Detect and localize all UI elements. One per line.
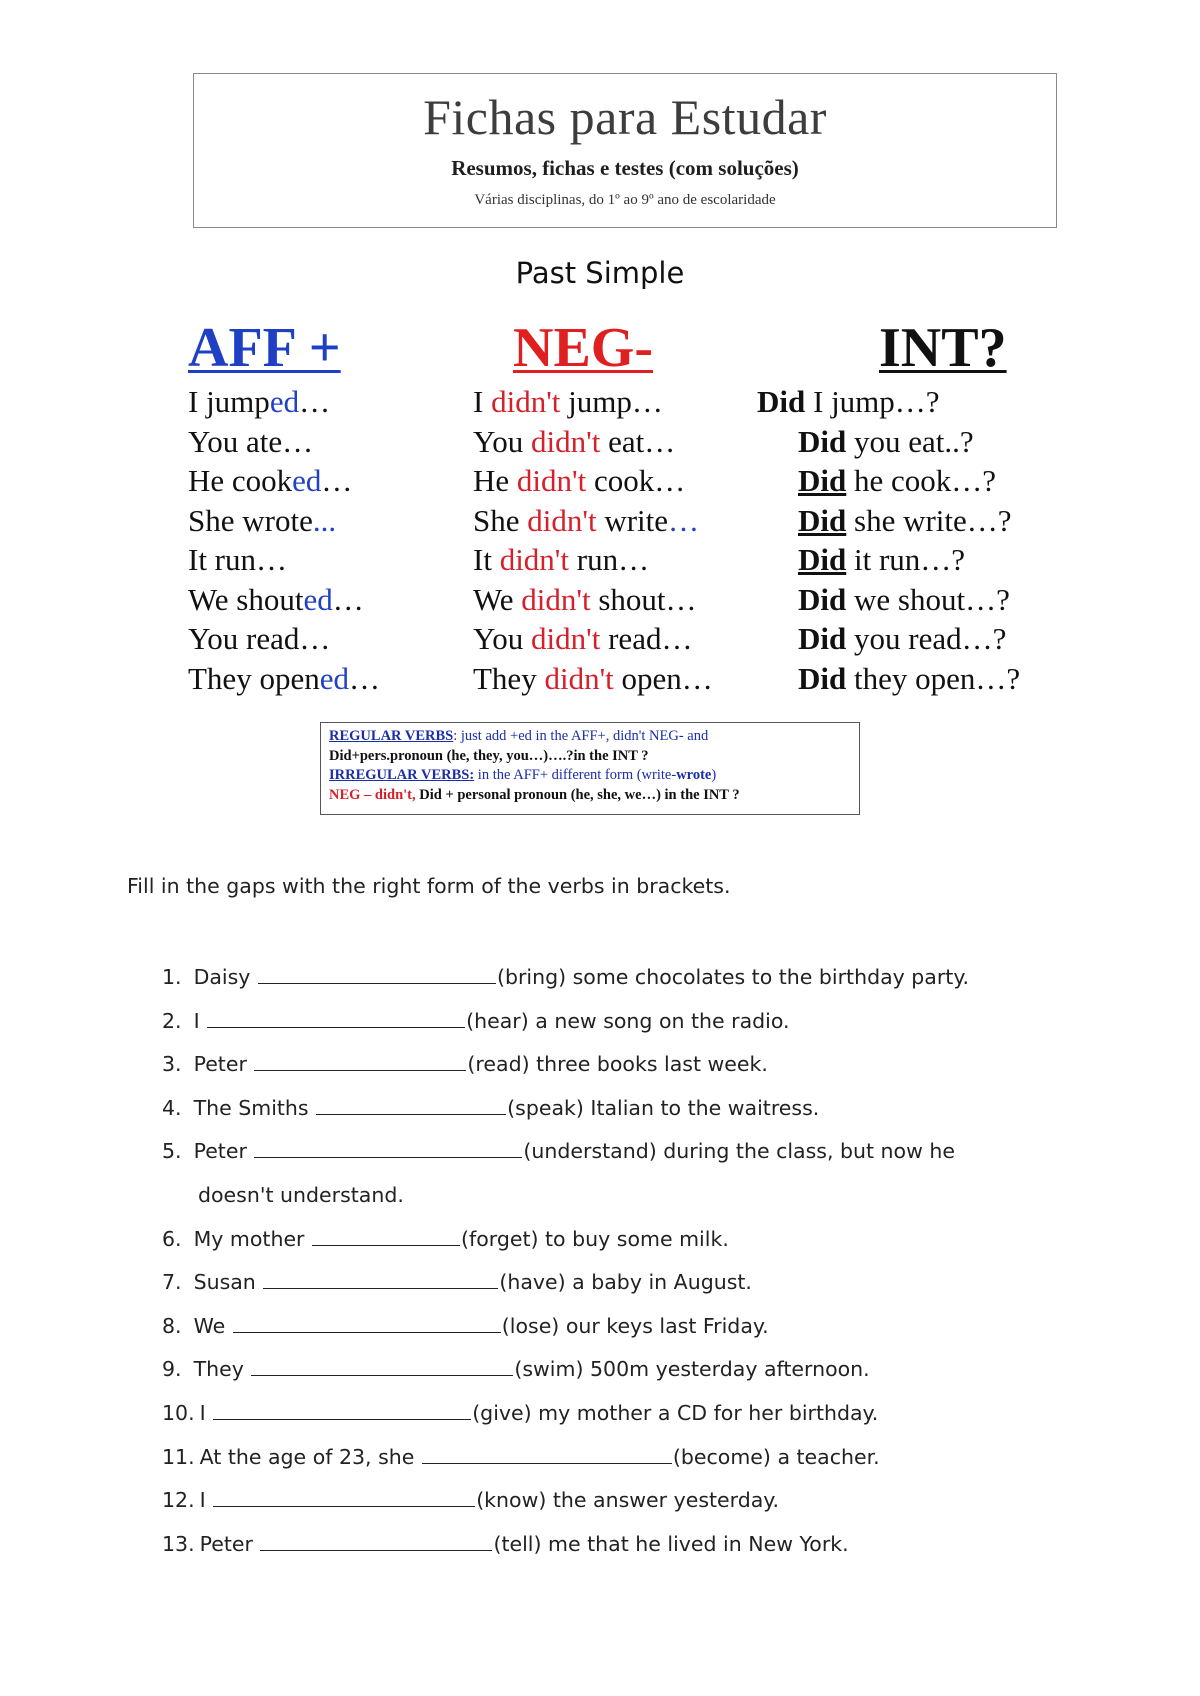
- aff-line: [188, 501, 448, 541]
- exercise-prefix: I: [193, 1008, 200, 1033]
- exercise-prefix: Daisy: [193, 965, 251, 989]
- neg-didnt: didn't: [527, 502, 597, 538]
- exercise-item: [162, 1305, 1122, 1349]
- exercise-instruction: Fill in the gaps with the right form of the verbs in brackets.: [127, 874, 731, 898]
- exercise-item: [162, 1000, 1122, 1044]
- int-line: [757, 580, 1087, 620]
- exercise-number: 7.: [162, 1270, 182, 1295]
- exercise-prefix: Peter: [193, 1052, 247, 1077]
- answer-blank[interactable]: [213, 1488, 475, 1507]
- irregular-verbs-label: IRREGULAR VERBS:: [329, 767, 475, 783]
- irregular-wrote: wrote: [676, 767, 712, 783]
- answer-blank[interactable]: [316, 1096, 506, 1115]
- neg-didnt: didn't: [544, 660, 614, 696]
- int-line: [757, 422, 1087, 462]
- answer-blank[interactable]: [207, 1009, 465, 1028]
- exercise-number: 12.: [162, 1488, 195, 1513]
- neg-didnt: didn't: [499, 542, 569, 577]
- aff-base: She wrote: [188, 502, 313, 538]
- exercise-item: [162, 1043, 1122, 1087]
- neg-rest: eat…: [600, 423, 676, 459]
- int-line: [757, 501, 1087, 541]
- aff-tail: …: [299, 384, 331, 419]
- neg-didnt: didn't: [531, 423, 601, 459]
- aff-base: They open: [188, 660, 320, 696]
- exercise-prefix: At the age of 23, she: [199, 1444, 415, 1469]
- aff-line: [188, 382, 448, 422]
- aff-line: [188, 580, 448, 620]
- int-line: [757, 540, 1087, 580]
- aff-lines: [188, 382, 448, 698]
- exercise-item: [162, 1218, 1122, 1262]
- neg-line: [473, 619, 763, 659]
- exercise-prefix: The Smiths: [193, 1095, 309, 1120]
- neg-rest: jump…: [560, 384, 663, 419]
- neg-column: [473, 316, 763, 698]
- exercise-item: [162, 956, 1122, 1000]
- neg-rest: write: [596, 502, 669, 538]
- answer-blank[interactable]: [422, 1445, 672, 1464]
- int-rest: she write…?: [846, 502, 1012, 538]
- aff-line: [188, 619, 448, 659]
- exercise-continuation: doesn't understand.: [198, 1182, 404, 1207]
- exercise-prefix: My mother: [193, 1226, 305, 1251]
- int-rest: you eat..?: [846, 423, 974, 459]
- exercise-suffix: (lose) our keys last Friday.: [501, 1313, 769, 1338]
- regular-verbs-text: : just add +ed in the AFF+, didn't NEG- and: [453, 728, 709, 744]
- exercise-item: [162, 1392, 1122, 1436]
- exercise-item: [162, 1523, 1122, 1567]
- neg-subject: They: [473, 660, 545, 696]
- int-line: [757, 619, 1087, 659]
- exercise-item: [162, 1087, 1122, 1131]
- neg-rest: read…: [600, 621, 693, 656]
- exercise-suffix: (swim) 500m yesterday afternoon.: [514, 1357, 870, 1382]
- answer-blank[interactable]: [251, 1357, 513, 1376]
- neg-heading: NEG-: [513, 317, 653, 379]
- exercise-number: 11.: [162, 1444, 195, 1469]
- answer-blank[interactable]: [254, 1052, 466, 1071]
- exercise-prefix: Susan: [193, 1270, 256, 1295]
- aff-base: You read…: [188, 621, 331, 656]
- int-did: Did: [798, 463, 847, 498]
- aff-suffix: ed: [303, 581, 333, 617]
- aff-base: I jump: [188, 384, 270, 419]
- neg-line: [473, 659, 763, 699]
- exercise-suffix: (tell) me that he lived in New York.: [493, 1531, 849, 1556]
- int-line: [757, 659, 1087, 699]
- int-did: Did: [757, 384, 806, 419]
- neg-subject: She: [473, 502, 528, 538]
- aff-line: [188, 422, 448, 462]
- neg-subject: You: [473, 621, 532, 656]
- exercise-number: 13.: [162, 1531, 195, 1556]
- exercise-suffix: (forget) to buy some milk.: [461, 1226, 729, 1251]
- int-rest: he cook…?: [846, 463, 997, 498]
- neg-didnt: didn't: [491, 384, 561, 419]
- neg-rule-text: NEG – didn't,: [329, 786, 420, 803]
- exercise-prefix: They: [193, 1357, 244, 1382]
- answer-blank[interactable]: [260, 1532, 492, 1551]
- aff-heading: AFF +: [188, 317, 341, 379]
- int-heading: INT?: [879, 317, 1007, 379]
- int-did: Did: [798, 542, 847, 577]
- neg-rest: shout…: [590, 581, 697, 617]
- aff-line: [188, 540, 448, 580]
- exercise-number: 4.: [162, 1095, 182, 1120]
- neg-subject: He: [473, 463, 517, 498]
- neg-line: [473, 461, 763, 501]
- rule-regular: [329, 727, 851, 747]
- exercise-suffix: (bring) some chocolates to the birthday party.: [496, 965, 970, 989]
- int-line: [757, 461, 1087, 501]
- exercise-prefix: Peter: [193, 1139, 247, 1164]
- aff-suffix: ed: [292, 463, 322, 498]
- exercise-item: [162, 1436, 1122, 1480]
- answer-blank[interactable]: [254, 1139, 522, 1158]
- irregular-verbs-text: in the AFF+ different form (write-: [474, 767, 677, 783]
- int-rest: I jump…?: [805, 384, 940, 419]
- aff-base: He cook: [188, 463, 293, 498]
- exercise-suffix: (speak) Italian to the waitress.: [507, 1095, 820, 1120]
- neg-subject: You: [473, 423, 532, 459]
- int-line: [757, 382, 1087, 422]
- exercise-prefix: Peter: [199, 1531, 253, 1556]
- aff-base: You ate…: [188, 423, 314, 459]
- exercise-suffix: (hear) a new song on the radio.: [466, 1008, 790, 1033]
- site-title: Fichas para Estudar: [423, 89, 827, 145]
- int-column: [757, 316, 1087, 698]
- aff-base: We shout: [188, 581, 304, 617]
- aff-tail: …: [321, 463, 353, 498]
- page-title: Past Simple: [515, 256, 685, 290]
- int-did: Did: [798, 423, 847, 459]
- neg-lines: [473, 382, 763, 698]
- int-did: Did: [798, 581, 847, 617]
- exercise-item: [162, 1130, 1122, 1174]
- exercise-suffix: (understand) during the class, but now he: [523, 1139, 955, 1164]
- exercise-number: 6.: [162, 1226, 182, 1251]
- exercise-prefix: I: [199, 1488, 206, 1513]
- rule-neg: [329, 786, 851, 806]
- aff-line: [188, 461, 448, 501]
- exercise-suffix: (read) three books last week.: [467, 1052, 768, 1077]
- neg-line: [473, 501, 763, 541]
- aff-suffix: ...: [312, 502, 337, 538]
- irregular-close: ): [711, 767, 717, 783]
- neg-rule-did: Did: [419, 786, 442, 803]
- neg-subject: I: [473, 384, 492, 419]
- int-did: Did: [798, 621, 847, 656]
- neg-tail: …: [668, 502, 700, 538]
- aff-suffix: ed: [269, 384, 300, 419]
- exercise-list: [162, 956, 1122, 1566]
- answer-blank[interactable]: [213, 1401, 471, 1420]
- neg-didnt: didn't: [516, 463, 587, 498]
- answer-blank[interactable]: [263, 1270, 498, 1289]
- exercise-number: 9.: [162, 1357, 182, 1382]
- neg-didnt: didn't: [531, 621, 601, 656]
- neg-rule-rest: + personal pronoun (he, she, we…) in the INT ?: [441, 786, 740, 803]
- exercise-item: [162, 1348, 1122, 1392]
- regular-verbs-label: REGULAR VERBS: [329, 728, 454, 744]
- exercise-suffix: (give) my mother a CD for her birthday.: [472, 1400, 879, 1425]
- site-header-box: [193, 73, 1057, 228]
- int-did: Did: [798, 502, 847, 538]
- answer-blank[interactable]: [312, 1227, 460, 1246]
- neg-subject: It: [473, 542, 500, 577]
- grammar-rules-box: [320, 722, 860, 815]
- aff-line: [188, 659, 448, 699]
- neg-rest: open…: [613, 660, 713, 696]
- site-subtitle: Resumos, fichas e testes (com soluções): [451, 156, 799, 180]
- neg-subject: We: [473, 581, 522, 617]
- neg-line: [473, 422, 763, 462]
- int-rest: they open…?: [846, 660, 1021, 696]
- answer-blank[interactable]: [258, 965, 496, 984]
- neg-rest: run…: [569, 542, 650, 577]
- exercise-prefix: I: [199, 1400, 206, 1425]
- aff-column: [188, 316, 448, 698]
- exercise-number: 1.: [162, 965, 182, 989]
- neg-line: [473, 540, 763, 580]
- exercise-item: [162, 1261, 1122, 1305]
- exercise-suffix: (have) a baby in August.: [499, 1270, 752, 1295]
- exercise-suffix: (know) the answer yesterday.: [476, 1488, 780, 1513]
- exercise-item: [162, 1479, 1122, 1523]
- int-rest: it run…?: [846, 542, 966, 577]
- neg-didnt: didn't: [521, 581, 591, 617]
- aff-base: It run…: [188, 542, 288, 577]
- neg-line: [473, 580, 763, 620]
- int-did: Did: [798, 660, 847, 696]
- exercise-number: 3.: [162, 1052, 182, 1077]
- site-tagline: Várias disciplinas, do 1º ao 9º ano de escolaridade: [474, 192, 776, 208]
- exercise-number: 2.: [162, 1008, 182, 1033]
- aff-tail: …: [348, 660, 380, 696]
- exercise-number: 8.: [162, 1313, 182, 1338]
- answer-blank[interactable]: [233, 1314, 501, 1333]
- neg-line: [473, 382, 763, 422]
- exercise-number: 5.: [162, 1139, 182, 1164]
- aff-suffix: ed: [319, 660, 349, 696]
- exercise-prefix: We: [193, 1313, 226, 1338]
- neg-rest: cook…: [586, 463, 686, 498]
- int-lines: [757, 382, 1087, 698]
- aff-tail: …: [332, 581, 364, 617]
- exercise-number: 10.: [162, 1400, 195, 1425]
- int-rest: we shout…?: [846, 581, 1010, 617]
- rule-regular-2: Did+pers.pronoun (he, they, you…)….?in the INT ?: [329, 747, 649, 764]
- int-rest: you read…?: [846, 621, 1007, 656]
- exercise-suffix: (become) a teacher.: [672, 1444, 880, 1469]
- rule-irregular: [329, 766, 851, 786]
